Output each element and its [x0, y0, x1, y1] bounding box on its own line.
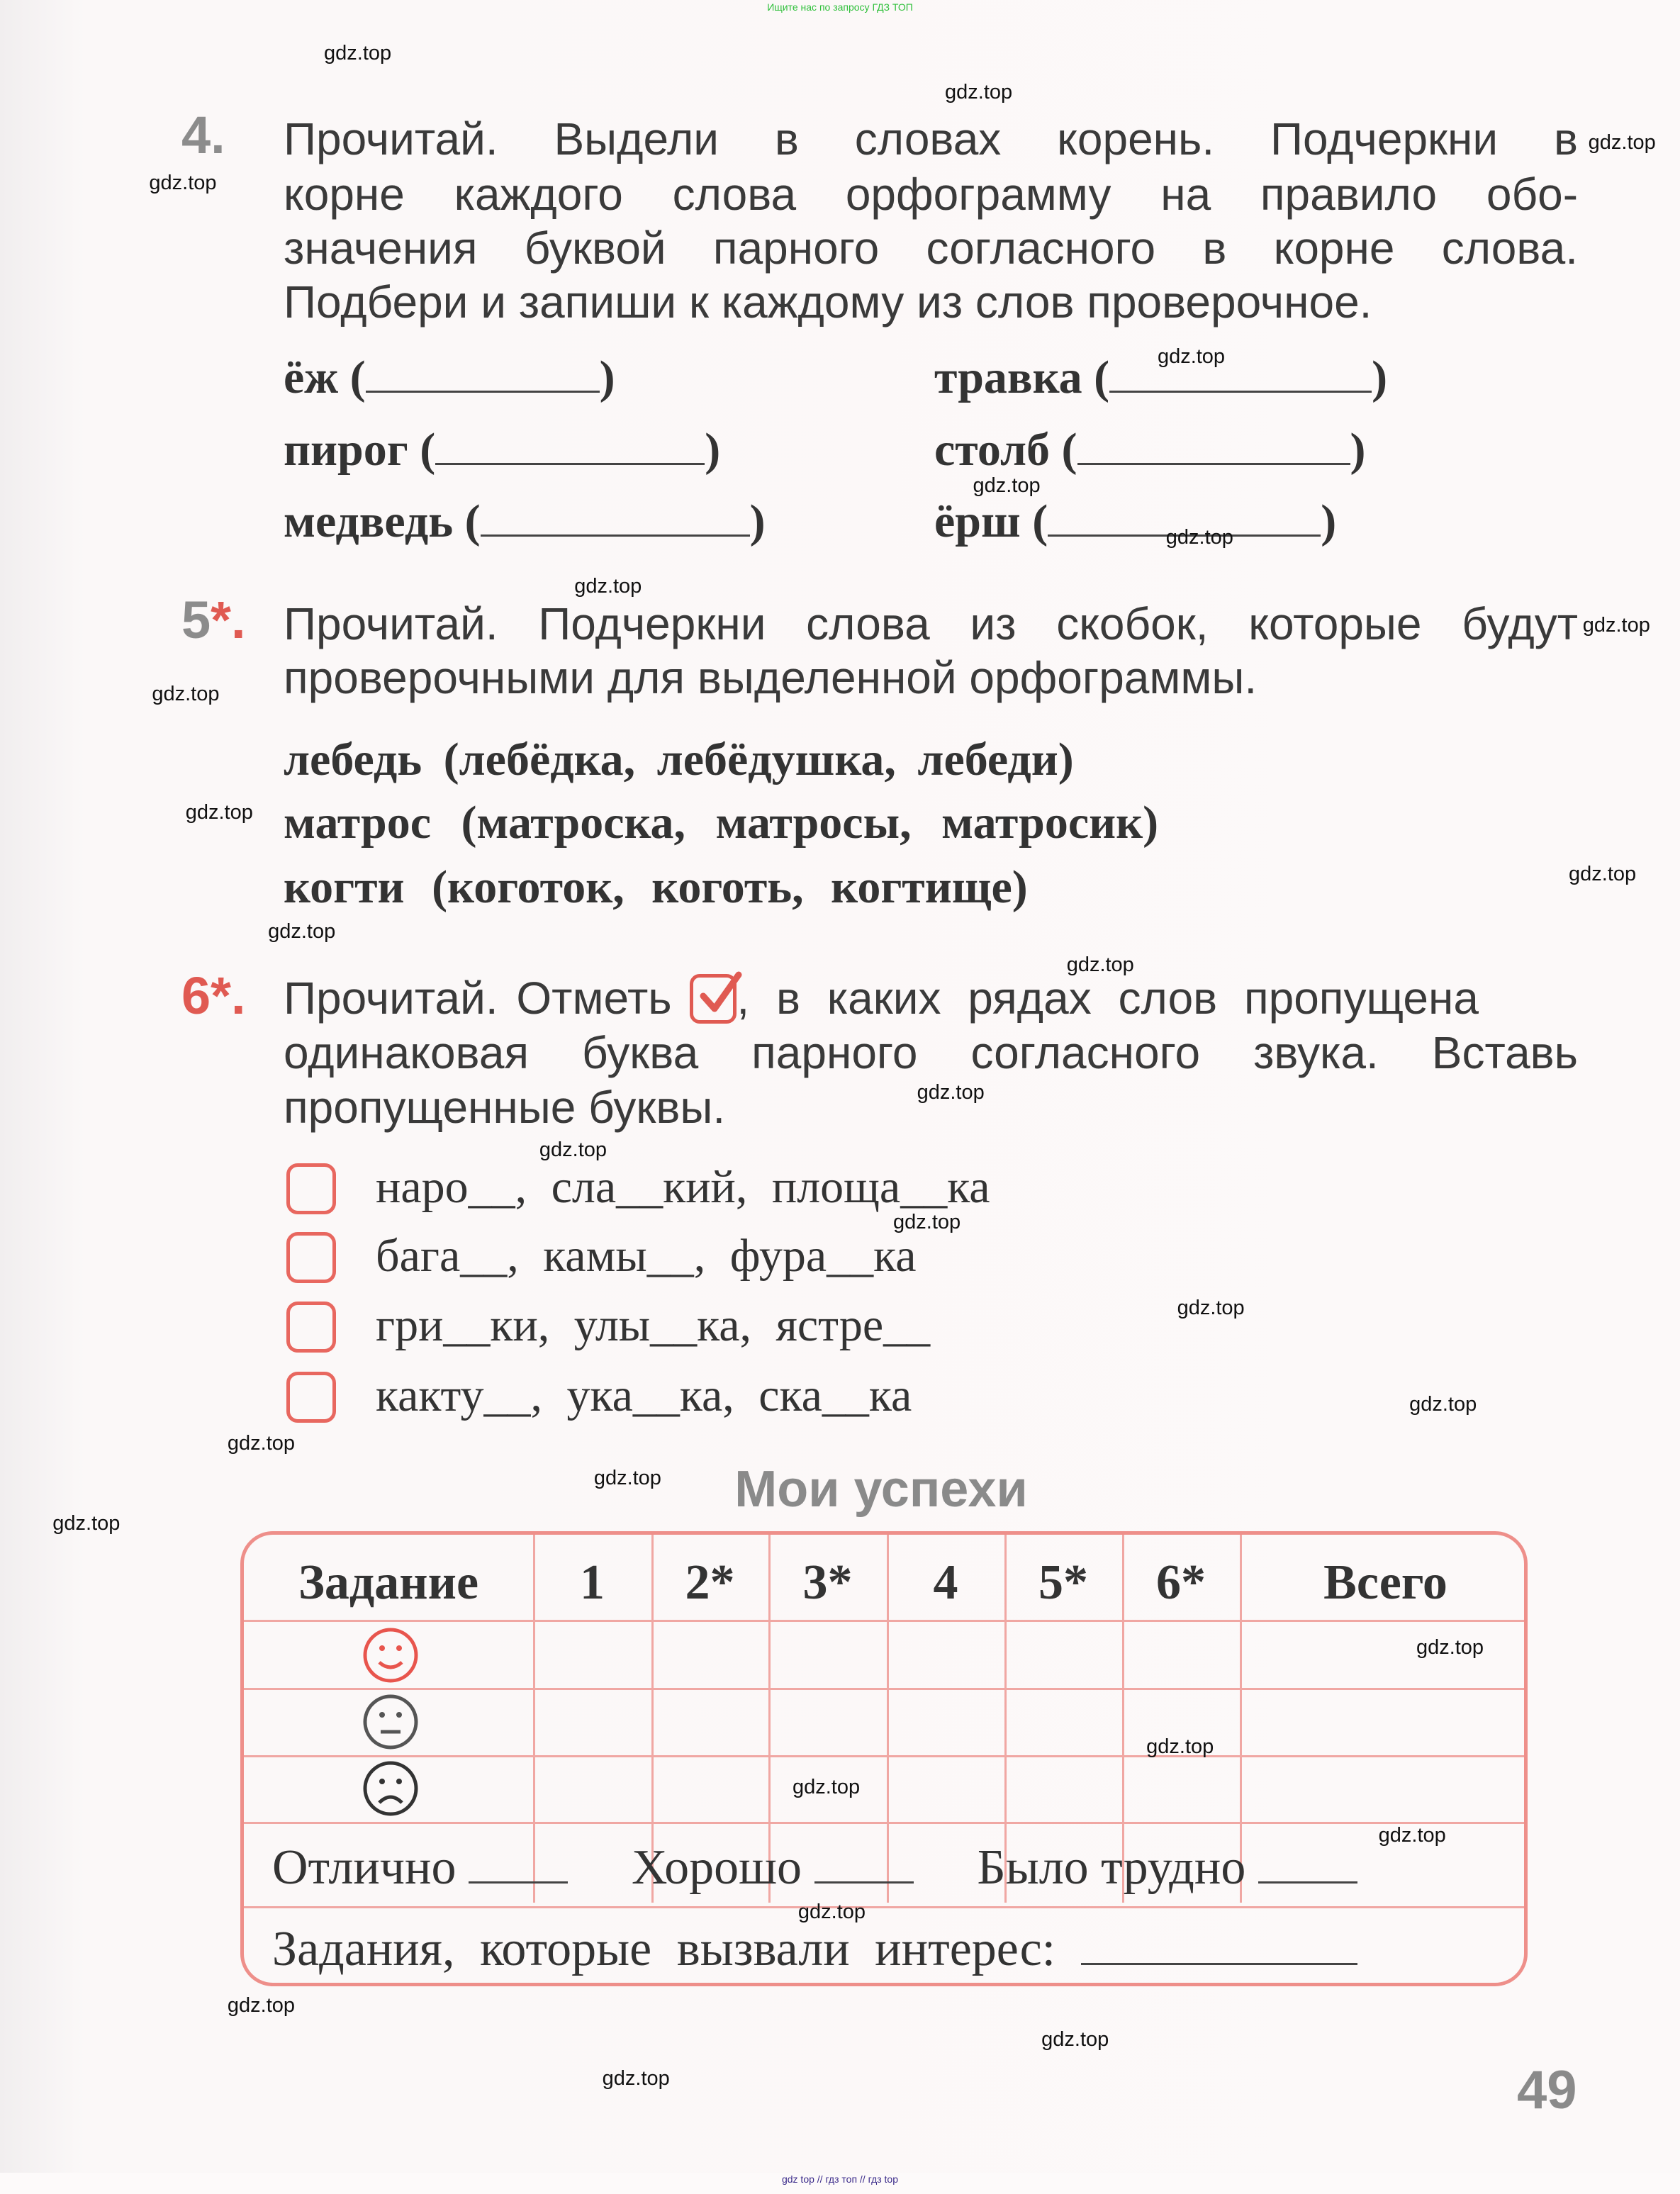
watermark: gdz.top — [973, 474, 1041, 497]
watermark: gdz.top — [1041, 2027, 1109, 2051]
header-col: 4 — [933, 1555, 958, 1610]
success-title: Мои успехи — [734, 1461, 1028, 1518]
word: столб — [934, 424, 1051, 476]
header-col: 5* — [1038, 1555, 1088, 1610]
watermark: gdz.top — [1157, 345, 1226, 369]
watermark: gdz.top — [1582, 613, 1650, 637]
ex4-word-row: ёж ( ) — [284, 352, 615, 403]
ex6-row[interactable]: бага__, камы__, фура__ка — [376, 1230, 917, 1282]
watermark: gdz.top — [593, 1467, 661, 1490]
text: Прочитай. Отметь — [284, 973, 672, 1024]
star: *. — [211, 591, 246, 649]
divider — [244, 1755, 1524, 1757]
watermark: gdz.top — [539, 1138, 607, 1161]
neutral-face-icon — [361, 1692, 420, 1752]
excellent-blank[interactable] — [469, 1874, 568, 1884]
watermark: gdz.top — [1588, 131, 1656, 155]
header-col: 3* — [802, 1555, 853, 1610]
ex4-line: Прочитай. Выдели в словах корень. Подчеркни в — [284, 113, 1578, 164]
divider — [244, 1906, 1524, 1908]
ex4-line: Подбери и запиши к каждому из слов проверочное. — [284, 276, 1372, 328]
answer-blank[interactable] — [1109, 362, 1372, 393]
interest-row — [272, 1921, 1357, 1978]
ex5-row[interactable]: когти (коготок, коготь, когтище) — [284, 861, 1028, 913]
ex6-row[interactable]: какту__, ука__ка, ска__ка — [376, 1370, 912, 1421]
watermark: gdz.top — [185, 801, 253, 824]
exercise-5-number — [181, 590, 246, 650]
watermark: gdz.top — [1146, 1735, 1214, 1759]
interest-blank[interactable] — [1081, 1956, 1357, 1965]
watermark: gdz.top — [1569, 863, 1637, 886]
header-col: 2* — [685, 1555, 735, 1610]
watermark: gdz.top — [268, 919, 336, 943]
watermark: gdz.top — [917, 1080, 985, 1104]
ex4-word-row: пирог ( ) — [284, 424, 721, 476]
answer-blank[interactable] — [481, 506, 750, 537]
ex4-word-row: столб ( ) — [934, 424, 1366, 476]
answer-blank[interactable] — [435, 435, 705, 465]
watermark: gdz.top — [1378, 1823, 1446, 1847]
watermark: gdz.top — [52, 1511, 121, 1535]
interest-label: Задания, которые вызвали интерес: — [272, 1922, 1056, 1976]
answer-blank[interactable] — [366, 362, 600, 393]
ex6-line: одинаковая буква парного согласного звука. Вставь — [284, 1027, 1578, 1078]
watermark: gdz.top — [1066, 953, 1134, 977]
watermark: gdz.top — [1416, 1636, 1484, 1660]
success-table — [240, 1531, 1528, 1986]
answer-blank[interactable] — [1077, 435, 1350, 465]
watermark: gdz.top — [602, 2066, 670, 2090]
watermark: gdz.top — [1177, 1296, 1245, 1319]
row-checkbox[interactable] — [286, 1163, 336, 1214]
sad-face-icon — [361, 1759, 420, 1818]
header-task: Задание — [298, 1555, 479, 1610]
divider — [244, 1822, 1524, 1824]
watermark: gdz.top — [1165, 525, 1233, 549]
watermark: gdz.top — [1409, 1392, 1477, 1416]
text: , в каких рядах слов пропущена — [737, 973, 1479, 1024]
watermark: gdz.top — [945, 81, 1013, 104]
watermark: gdz.top — [792, 1776, 861, 1799]
watermark: gdz.top — [227, 1994, 296, 2017]
divider — [244, 1688, 1524, 1690]
watermark: gdz.top — [152, 682, 220, 705]
ex6-row[interactable]: гри__ки, улы__ка, ястре__ — [376, 1299, 931, 1351]
exercise-6-number: 6*. — [181, 966, 246, 1025]
row-checkbox[interactable] — [286, 1232, 336, 1283]
ex6-row[interactable]: наро__, сла__кий, площа__ка — [376, 1161, 990, 1213]
ex4-line: значения буквой парного согласного в корне слова. — [284, 223, 1578, 274]
hard-blank[interactable] — [1258, 1874, 1357, 1884]
row-checkbox[interactable] — [286, 1372, 336, 1423]
page-number: 49 — [1517, 2060, 1577, 2120]
watermark: gdz.top — [227, 1432, 296, 1455]
good-label: Хорошо — [631, 1840, 802, 1895]
bottom-note: gdz top // гдз топ // гдз top — [781, 2173, 899, 2185]
top-note: Ищите нас по запросу ГДЗ ТОП — [767, 1, 913, 13]
hard-label: Было трудно — [977, 1840, 1246, 1895]
ex5-line: Прочитай. Подчеркни слова из скобок, которые будут — [284, 598, 1578, 649]
header-total: Всего — [1323, 1555, 1447, 1610]
ex5-row[interactable]: лебедь (лебёдка, лебёдушка, лебеди) — [284, 734, 1074, 785]
word: пирог — [284, 424, 408, 476]
word: травка — [934, 352, 1082, 403]
watermark: gdz.top — [893, 1211, 961, 1234]
ex6-line: пропущенные буквы. — [284, 1082, 726, 1133]
ex4-line: корне каждого слова орфограмму на правило обо- — [284, 169, 1578, 220]
ex4-word-row: ёрш ( ) — [934, 496, 1337, 547]
excellent-label: Отлично — [272, 1840, 457, 1895]
happy-face-icon — [361, 1625, 420, 1685]
ex6-line — [284, 971, 1578, 1025]
ex4-word-row: медведь ( ) — [284, 496, 766, 547]
divider — [244, 1620, 1524, 1622]
good-blank[interactable] — [814, 1874, 914, 1884]
word: ёрш — [934, 496, 1021, 547]
checkmark-icon — [690, 974, 737, 1024]
header-col: 6* — [1156, 1555, 1206, 1610]
word: медведь — [284, 496, 454, 547]
ex5-row[interactable]: матрос (матроска, матросы, матросик) — [284, 797, 1159, 849]
watermark: gdz.top — [797, 1901, 866, 1924]
ex4-word-row: травка ( ) — [934, 352, 1388, 403]
watermark: gdz.top — [149, 172, 217, 195]
row-checkbox[interactable] — [286, 1302, 336, 1353]
word: ёж — [284, 352, 339, 403]
watermark: gdz.top — [324, 41, 392, 65]
header-col: 1 — [580, 1555, 605, 1610]
number: 5 — [181, 591, 211, 649]
ex5-line: проверочными для выделенной орфограммы. — [284, 652, 1258, 703]
result-row — [272, 1840, 1357, 1896]
watermark: gdz.top — [574, 574, 642, 598]
exercise-4-number: 4. — [181, 106, 225, 164]
